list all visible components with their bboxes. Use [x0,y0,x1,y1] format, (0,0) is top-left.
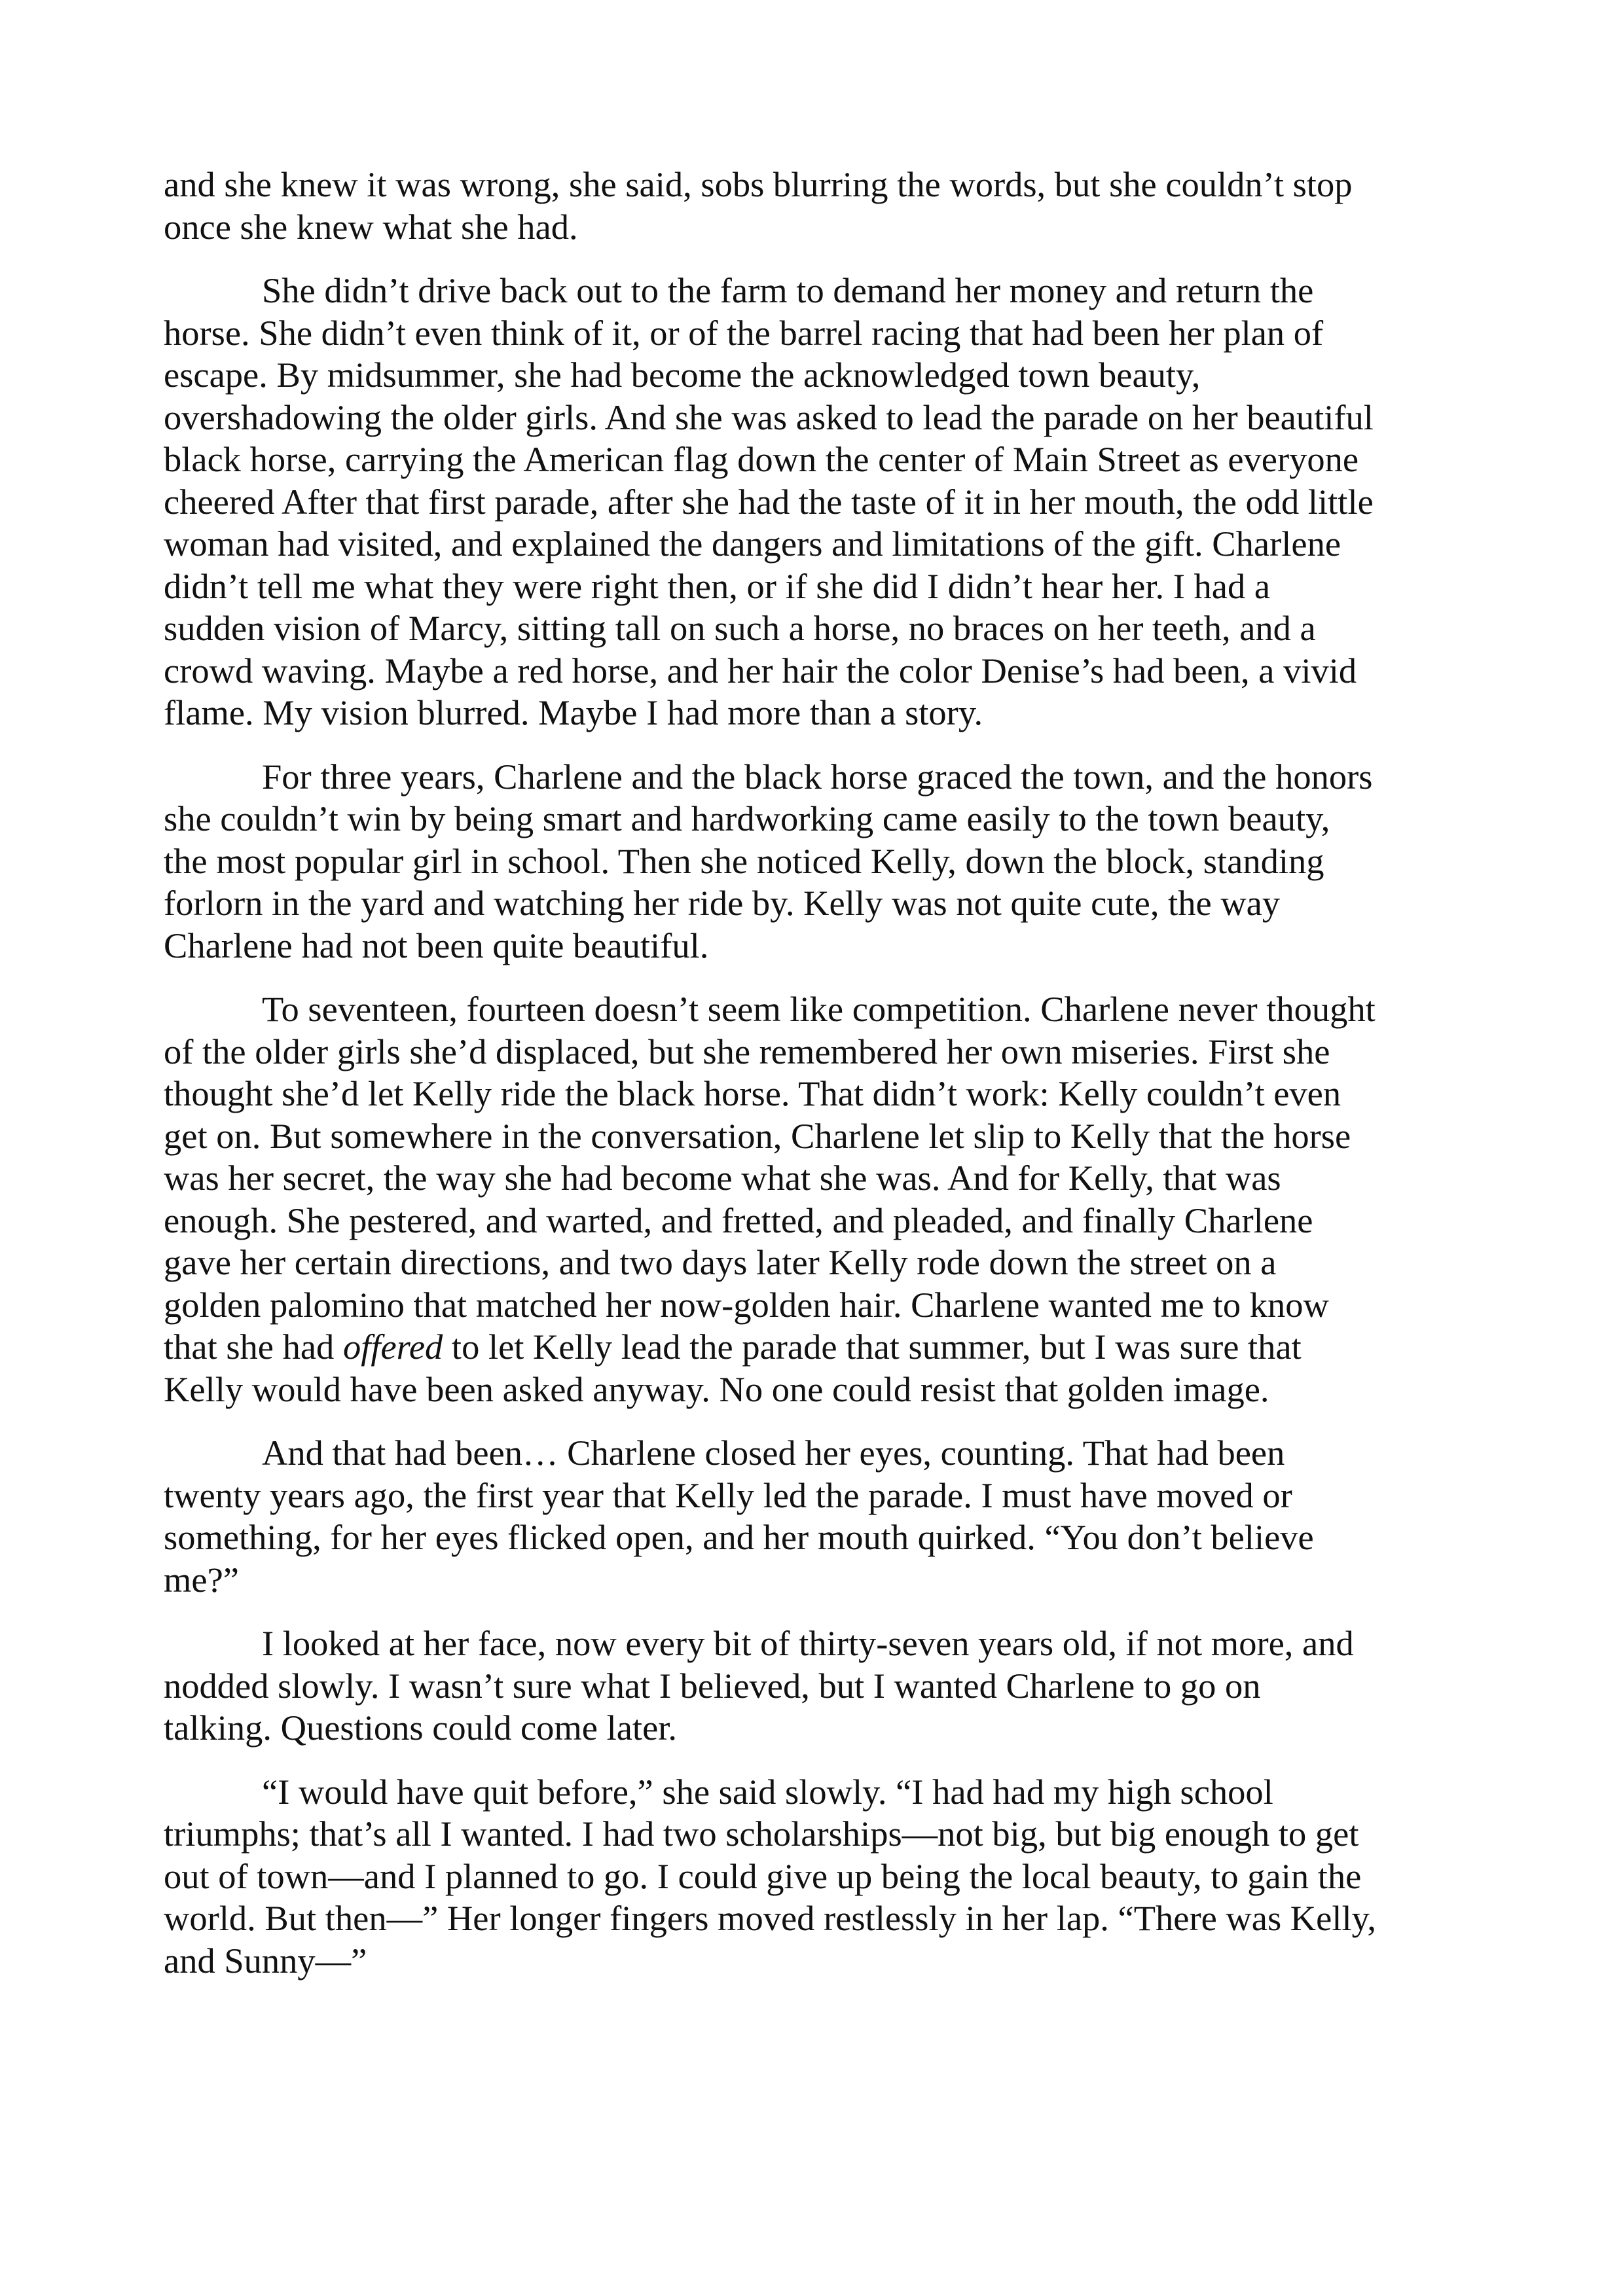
text-line: For three years, Charlene and the black horse graced the town, and the honors [262,756,1373,797]
text-line-with-italic [164,1326,1473,1369]
text-line: twenty years ago, the first year that Kelly led the parade. I must have moved or [164,1475,1292,1515]
paragraph-2 [164,270,1473,734]
text-line: forlorn in the yard and watching her ride by. Kelly was not quite cute, the way [164,883,1281,923]
paragraph-6 [164,1623,1473,1749]
text-line: me?” [164,1559,239,1600]
paragraph-5 [164,1432,1473,1601]
text-line: she couldn’t win by being smart and hardworking came easily to the town beauty, [164,798,1330,838]
paragraph-7 [164,1771,1473,1982]
text-line: was her secret, the way she had become what she was. And for Kelly, that was [164,1158,1281,1198]
text-line: the most popular girl in school. Then she noticed Kelly, down the block, standing [164,840,1324,881]
text-line: To seventeen, fourteen doesn’t seem like competition. Charlene never thought [262,989,1376,1029]
text-line: once she knew what she had. [164,206,578,247]
text-line: enough. She pestered, and warted, and fretted, and pleaded, and finally Charlene [164,1200,1313,1240]
text-line: nodded slowly. I wasn’t sure what I believed, but I wanted Charlene to go on [164,1665,1261,1706]
text-segment: that she had [164,1327,343,1367]
text-line: overshadowing the older girls. And she was asked to lead the parade on her beautiful [164,397,1374,437]
text-line: She didn’t drive back out to the farm to demand her money and return the [262,270,1314,310]
paragraph-4 [164,988,1473,1410]
body-text [164,164,1473,2003]
text-line: Charlene had not been quite beautiful. [164,925,709,965]
text-line: talking. Questions could come later. [164,1708,678,1748]
text-line: escape. By midsummer, she had become the acknowledged town beauty, [164,355,1201,395]
text-line: and she knew it was wrong, she said, sobs blurring the words, but she couldn’t stop [164,164,1353,204]
text-line: of the older girls she’d displaced, but she remembered her own miseries. First she [164,1031,1330,1071]
italic-text: offered [342,1327,443,1367]
text-line: golden palomino that matched her now-golden hair. Charlene wanted me to know [164,1284,1329,1325]
text-line: world. But then—” Her longer fingers moved restlessly in her lap. “There was Kelly, [164,1898,1376,1938]
text-line: something, for her eyes flicked open, and her mouth quirked. “You don’t believe [164,1517,1314,1557]
text-line: flame. My vision blurred. Maybe I had more than a story. [164,692,983,732]
text-line: thought she’d let Kelly ride the black horse. That didn’t work: Kelly couldn’t even [164,1073,1341,1113]
text-line: woman had visited, and explained the dangers and limitations of the gift. Charlene [164,524,1341,564]
text-line: get on. But somewhere in the conversation, Charlene let slip to Kelly that the horse [164,1115,1351,1156]
text-line: crowd waving. Maybe a red horse, and her hair the color Denise’s had been, a vivid [164,650,1357,691]
text-line: out of town—and I planned to go. I could give up being the local beauty, to gain the [164,1856,1362,1896]
paragraph-1 [164,164,1473,248]
text-line: Kelly would have been asked anyway. No one could resist that golden image. [164,1369,1269,1409]
text-line: gave her certain directions, and two days later Kelly rode down the street on a [164,1242,1277,1282]
text-line: and Sunny—” [164,1940,367,1981]
text-line: “I would have quit before,” she said slowly. “I had had my high school [262,1771,1273,1812]
paragraph-3 [164,756,1473,967]
text-line: didn’t tell me what they were right then, or if she did I didn’t hear her. I had a [164,565,1271,606]
text-line: cheered After that first parade, after she had the taste of it in her mouth, the odd little [164,481,1374,522]
text-line: black horse, carrying the American flag down the center of Main Street as everyone [164,439,1359,479]
text-segment: to let Kelly lead the parade that summer, but I was sure that [443,1327,1302,1367]
text-line: triumphs; that’s all I wanted. I had two scholarships—not big, but big enough to get [164,1814,1359,1854]
text-line: sudden vision of Marcy, sitting tall on such a horse, no braces on her teeth, and a [164,608,1316,648]
text-line: horse. She didn’t even think of it, or of the barrel racing that had been her plan of [164,312,1324,353]
text-line: I looked at her face, now every bit of thirty-seven years old, if not more, and [262,1623,1354,1663]
text-line: And that had been… Charlene closed her eyes, counting. That had been [262,1433,1285,1473]
